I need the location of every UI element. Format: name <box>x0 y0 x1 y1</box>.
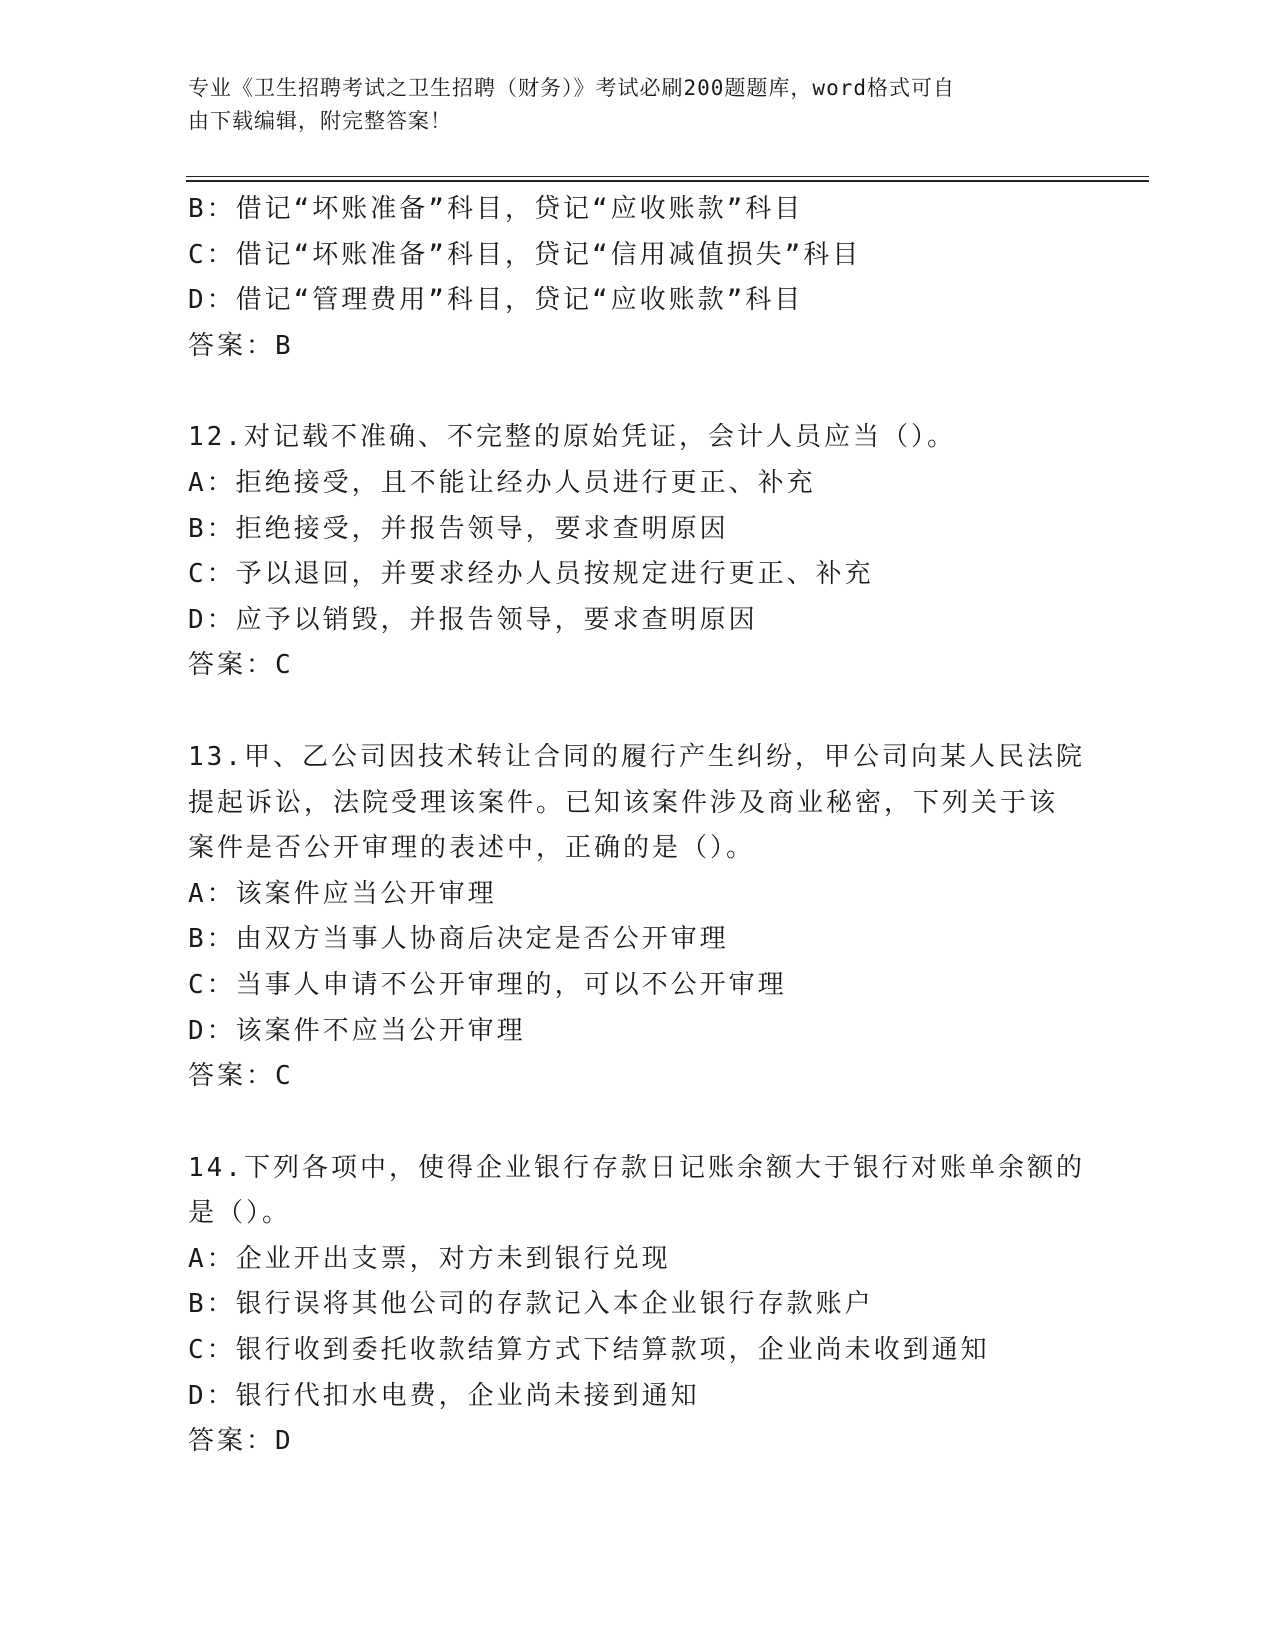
spacer <box>188 369 1088 415</box>
question-11-continued <box>188 187 1088 369</box>
option-b: B：银行误将其他公司的存款记入本企业银行存款账户 <box>188 1289 874 1320</box>
question-14 <box>188 1146 1088 1465</box>
document-header <box>188 72 1078 138</box>
question-stem: 13.甲、乙公司因技术转让合同的履行产生纠纷，甲公司向某人民法院 <box>188 741 1085 772</box>
answer-line: 答案：D <box>188 1426 294 1457</box>
question-stem: 是（）。 <box>188 1198 292 1229</box>
option-c: C：银行收到委托收款结算方式下结算款项，企业尚未收到通知 <box>188 1335 990 1366</box>
question-list <box>188 187 1088 1465</box>
question-stem: 案件是否公开审理的表述中，正确的是（）。 <box>188 833 756 864</box>
question-stem: 12.对记载不准确、不完整的原始凭证，会计人员应当（）。 <box>188 422 956 453</box>
header-line: 专业《卫生招聘考试之卫生招聘（财务）》考试必刷200题题库，word格式可自 <box>188 76 955 100</box>
question-stem: 提起诉讼，法院受理该案件。已知该案件涉及商业秘密，下列关于该 <box>188 787 1059 818</box>
header-line: 由下载编辑，附完整答案！ <box>188 109 452 133</box>
option-b: B：拒绝接受，并报告领导，要求查明原因 <box>188 513 729 544</box>
question-12 <box>188 415 1088 689</box>
spacer <box>188 689 1088 735</box>
answer-line: 答案：B <box>188 330 294 361</box>
option-d: D：借记“管理费用”科目，贷记“应收账款”科目 <box>188 285 804 316</box>
spacer <box>188 1100 1088 1146</box>
question-13 <box>188 735 1088 1100</box>
option-a: A：该案件应当公开审理 <box>188 878 497 909</box>
header-divider-thin <box>186 176 1149 177</box>
option-b: B：由双方当事人协商后决定是否公开审理 <box>188 924 729 955</box>
header-divider-thick <box>186 180 1149 182</box>
option-d: D：银行代扣水电费，企业尚未接到通知 <box>188 1380 700 1411</box>
option-c: C：借记“坏账准备”科目，贷记“信用减值损失”科目 <box>188 239 862 270</box>
option-d: D：应予以销毁，并报告领导，要求查明原因 <box>188 604 758 635</box>
option-c: C：予以退回，并要求经办人员按规定进行更正、补充 <box>188 559 874 590</box>
option-a: A：企业开出支票，对方未到银行兑现 <box>188 1243 671 1274</box>
option-b: B：借记“坏账准备”科目，贷记“应收账款”科目 <box>188 194 804 224</box>
option-a: A：拒绝接受，且不能让经办人员进行更正、补充 <box>188 467 816 498</box>
answer-line: 答案：C <box>188 650 294 681</box>
option-c: C：当事人申请不公开审理的，可以不公开审理 <box>188 969 787 1000</box>
question-stem: 14.下列各项中，使得企业银行存款日记账余额大于银行对账单余额的 <box>188 1152 1085 1183</box>
answer-line: 答案：C <box>188 1061 294 1092</box>
option-d: D：该案件不应当公开审理 <box>188 1015 526 1046</box>
